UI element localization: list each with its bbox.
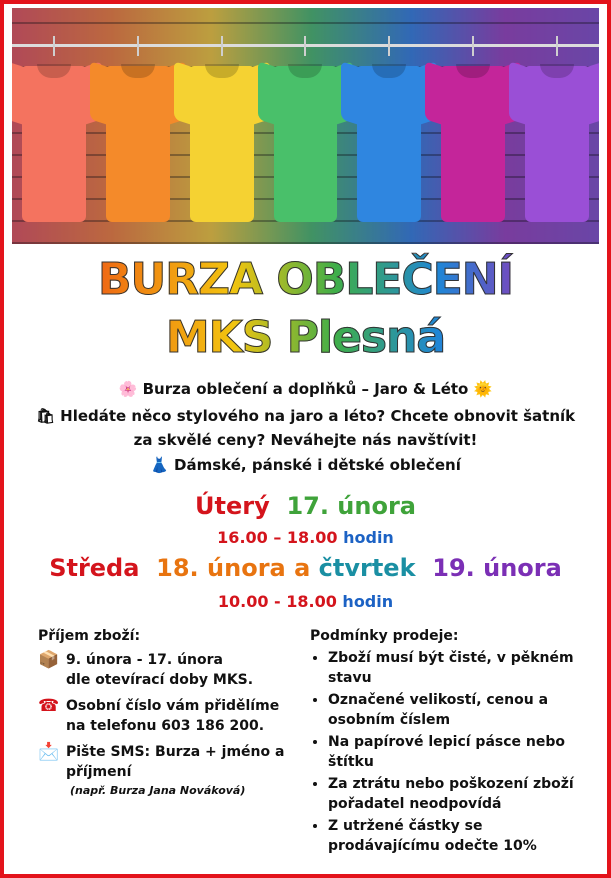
intro-line-3: za skvělé ceny? Neváhejte nás navštívit!	[133, 431, 478, 449]
conditions-list	[310, 648, 595, 856]
shirt	[12, 52, 102, 222]
day2-heading: Středa 18. února a čtvrtek 19. února	[49, 554, 562, 582]
day1-heading: Úterý 17. února	[195, 492, 416, 520]
shirt	[425, 52, 521, 222]
intro-line-4: 👗 Dámské, pánské i dětské oblečení	[150, 456, 461, 474]
conditions-heading: Podmínky prodeje:	[310, 628, 459, 644]
title-line-2: MKS Plesná	[4, 312, 607, 363]
receipt-section	[38, 628, 298, 797]
list-item: • Zboží musí být čisté, v pěkném stavu	[328, 648, 595, 688]
sun-icon: 🌞	[473, 380, 493, 398]
flower-icon: 🌸	[118, 380, 138, 398]
intro-line-2: 🛍 Hledáte něco stylového na jaro a léto? Chcete obnovit šatník	[35, 407, 576, 425]
list-item: • Z utržené částky se prodávajícímu odečte 10%	[328, 816, 595, 856]
telephone-icon: ☎	[38, 696, 60, 716]
receipt-item-sms: 📩 Pište SMS: Burza + jméno a příjmení	[38, 742, 285, 780]
envelope-icon: 📩	[38, 742, 60, 762]
conditions-section	[310, 628, 595, 858]
receipt-heading: Příjem zboží:	[38, 628, 141, 644]
sms-example-note: (např. Burza Jana Nováková)	[70, 784, 246, 797]
list-item: • Označené velikostí, cenou a osobním číslem	[328, 690, 595, 730]
day2-time: 10.00 - 18.00 hodin	[217, 592, 394, 611]
list-item: • Na papírové lepicí pásce nebo štítku	[328, 732, 595, 772]
dress-icon: 👗	[150, 456, 169, 474]
shirts-banner-image	[12, 8, 599, 244]
receipt-item-dates: 📦 9. února - 17. února dle otevírací doby MKS.	[38, 650, 254, 688]
day1-time: 16.00 – 18.00 hodin	[217, 528, 394, 547]
intro-line-1: 🌸 Burza oblečení a doplňků – Jaro & Léto 🌞	[118, 380, 493, 398]
shirt	[341, 52, 437, 222]
shirt	[509, 52, 599, 222]
shopping-bag-icon: 🛍	[35, 407, 55, 425]
receipt-item-phone: ☎ Osobní číslo vám přidělíme na telefonu 603 186 200.	[38, 696, 280, 734]
title-line-1: BURZA OBLEČENÍ	[4, 254, 607, 305]
list-item: • Za ztrátu nebo poškození zboží pořadatel neodpovídá	[328, 774, 595, 814]
shirt	[174, 52, 270, 222]
package-icon: 📦	[38, 650, 60, 670]
shirt	[90, 52, 186, 222]
shirt	[258, 52, 354, 222]
